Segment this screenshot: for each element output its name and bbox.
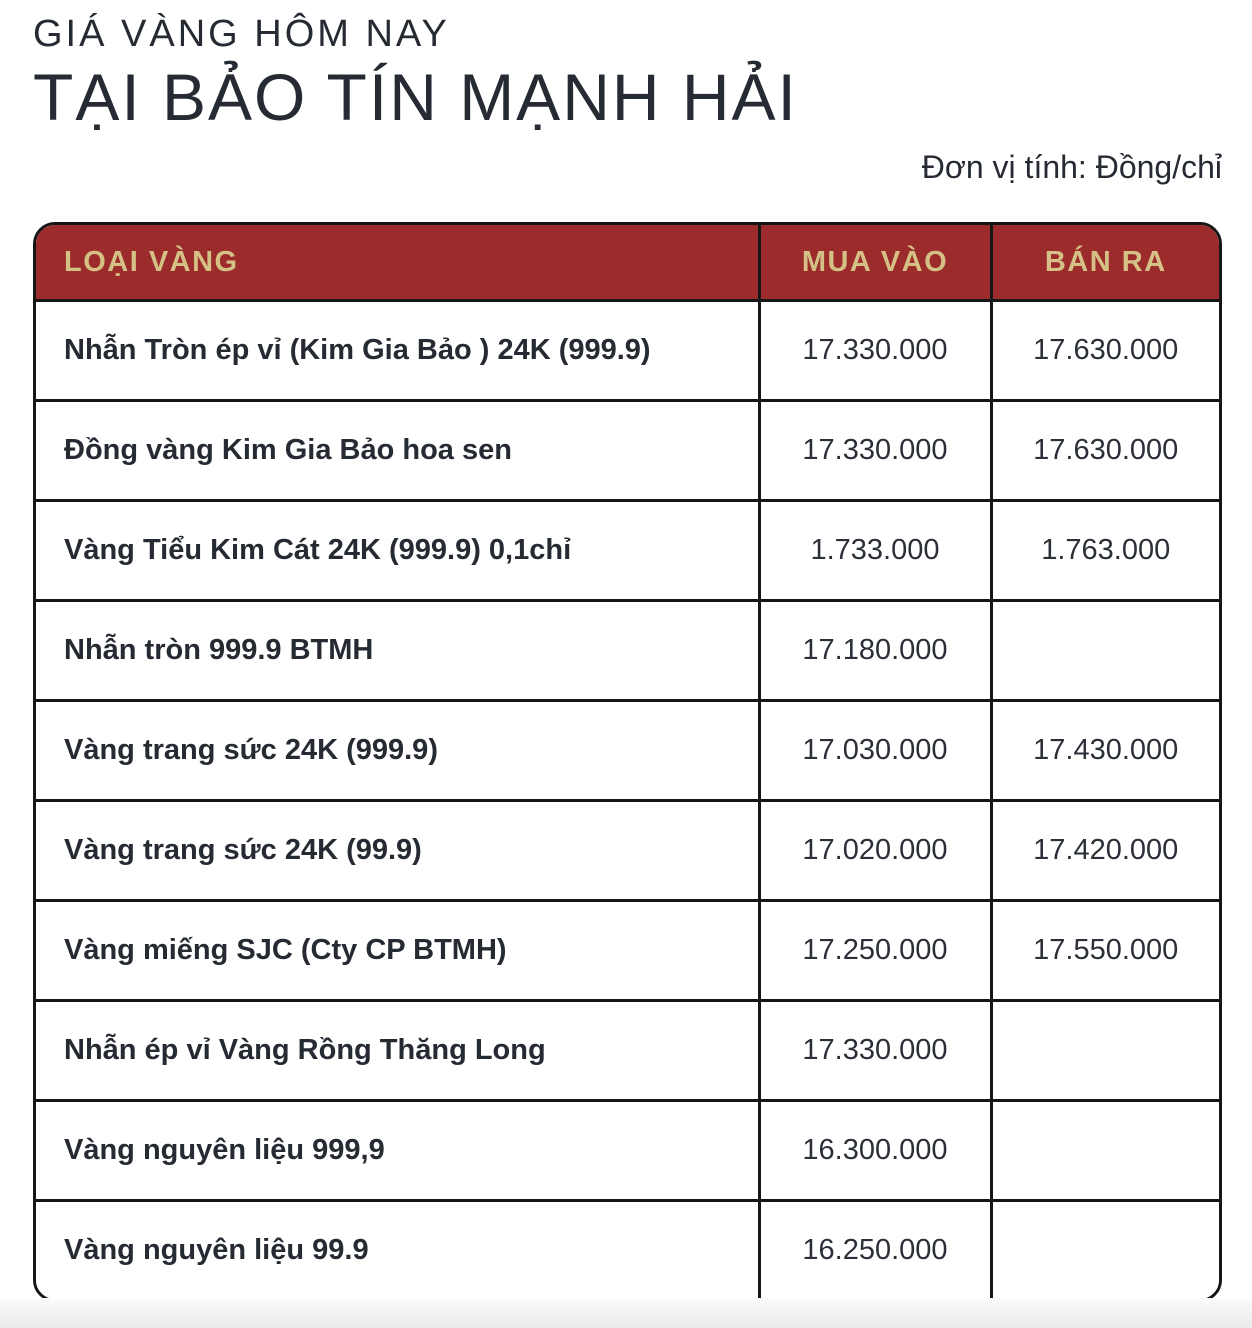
cell-gold-type: Nhẫn Tròn ép vỉ (Kim Gia Bảo ) 24K (999.9) bbox=[36, 301, 759, 401]
price-table-body bbox=[36, 301, 1219, 1300]
cell-buy-price: 17.030.000 bbox=[759, 701, 991, 801]
price-table bbox=[36, 225, 1219, 1299]
header-row bbox=[36, 225, 1219, 301]
cell-gold-type: Đồng vàng Kim Gia Bảo hoa sen bbox=[36, 401, 759, 501]
cell-gold-type: Nhẫn ép vỉ Vàng Rồng Thăng Long bbox=[36, 1001, 759, 1101]
cell-gold-type: Vàng trang sức 24K (99.9) bbox=[36, 801, 759, 901]
cell-buy-price: 17.330.000 bbox=[759, 301, 991, 401]
table-row bbox=[36, 901, 1219, 1001]
table-row bbox=[36, 801, 1219, 901]
cell-gold-type: Nhẫn tròn 999.9 BTMH bbox=[36, 601, 759, 701]
cell-gold-type: Vàng nguyên liệu 999,9 bbox=[36, 1101, 759, 1201]
cell-sell-price: 1.763.000 bbox=[991, 501, 1219, 601]
cell-gold-type: Vàng nguyên liệu 99.9 bbox=[36, 1201, 759, 1300]
cell-sell-price: 17.420.000 bbox=[991, 801, 1219, 901]
page-header bbox=[0, 0, 1252, 135]
cell-buy-price: 17.180.000 bbox=[759, 601, 991, 701]
cell-sell-price: 17.430.000 bbox=[991, 701, 1219, 801]
cell-sell-price: 17.550.000 bbox=[991, 901, 1219, 1001]
page-bottom-fade bbox=[0, 1298, 1252, 1328]
table-row bbox=[36, 301, 1219, 401]
table-row bbox=[36, 1201, 1219, 1300]
cell-sell-price: 17.630.000 bbox=[991, 401, 1219, 501]
cell-buy-price: 17.330.000 bbox=[759, 1001, 991, 1101]
cell-buy-price: 17.250.000 bbox=[759, 901, 991, 1001]
column-header-type: LOẠI VÀNG bbox=[36, 225, 759, 301]
cell-sell-price bbox=[991, 1201, 1219, 1300]
cell-sell-price: 17.630.000 bbox=[991, 301, 1219, 401]
unit-note: Đơn vị tính: Đồng/chỉ bbox=[921, 149, 1222, 186]
table-row bbox=[36, 1001, 1219, 1101]
page-title: TẠI BẢO TÍN MẠNH HẢI bbox=[33, 59, 798, 134]
table-row bbox=[36, 401, 1219, 501]
cell-sell-price bbox=[991, 1101, 1219, 1201]
column-header-sell: BÁN RA bbox=[991, 225, 1219, 301]
price-table-frame bbox=[33, 222, 1222, 1302]
page-subtitle: GIÁ VÀNG HÔM NAY bbox=[33, 13, 450, 55]
cell-sell-price bbox=[991, 601, 1219, 701]
cell-buy-price: 16.250.000 bbox=[759, 1201, 991, 1300]
cell-sell-price bbox=[991, 1001, 1219, 1101]
cell-gold-type: Vàng trang sức 24K (999.9) bbox=[36, 701, 759, 801]
cell-gold-type: Vàng Tiểu Kim Cát 24K (999.9) 0,1chỉ bbox=[36, 501, 759, 601]
cell-buy-price: 17.020.000 bbox=[759, 801, 991, 901]
column-header-buy: MUA VÀO bbox=[759, 225, 991, 301]
cell-buy-price: 17.330.000 bbox=[759, 401, 991, 501]
cell-buy-price: 1.733.000 bbox=[759, 501, 991, 601]
table-row bbox=[36, 701, 1219, 801]
table-row bbox=[36, 1101, 1219, 1201]
cell-buy-price: 16.300.000 bbox=[759, 1101, 991, 1201]
cell-gold-type: Vàng miếng SJC (Cty CP BTMH) bbox=[36, 901, 759, 1001]
price-table-header bbox=[36, 225, 1219, 301]
table-row bbox=[36, 501, 1219, 601]
table-row bbox=[36, 601, 1219, 701]
